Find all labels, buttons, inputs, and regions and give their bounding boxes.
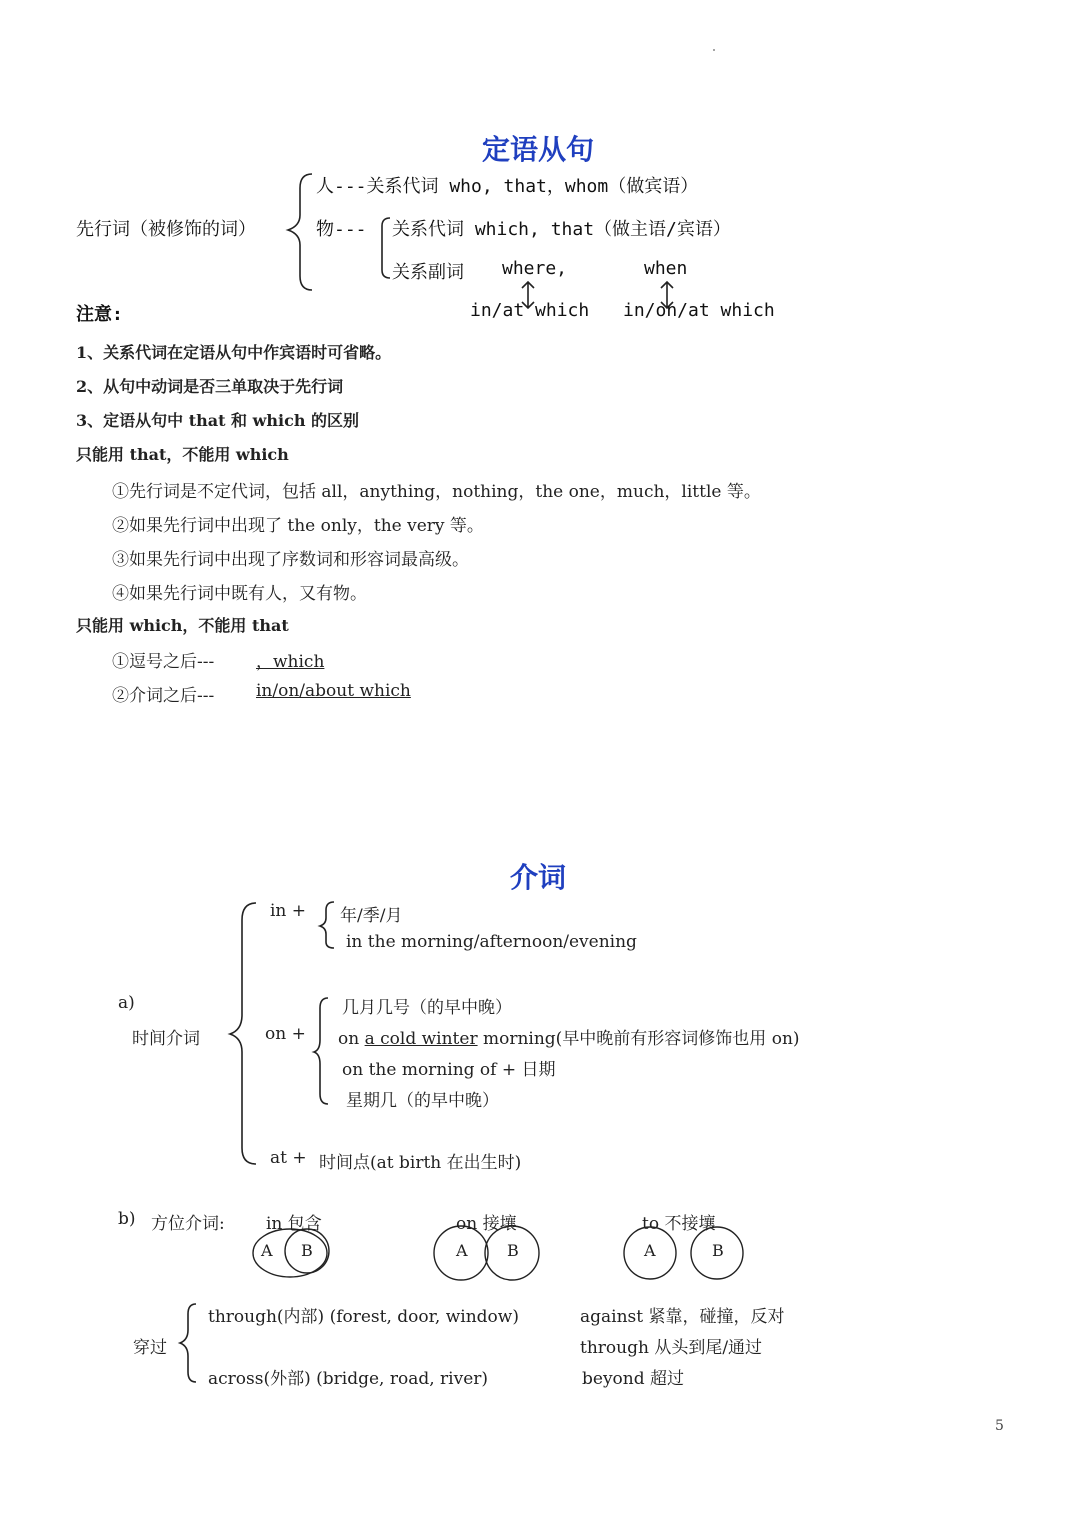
on-item-4: 星期几（的早中晚） (346, 1091, 499, 1111)
that-item-3: ③如果先行词中出现了序数词和形容词最高级。 (112, 550, 469, 570)
beyond-item: beyond 超过 (582, 1369, 685, 1389)
brace-on (314, 998, 328, 1104)
brace-thing (382, 218, 390, 278)
when-equivalent: in/on/at which (623, 300, 775, 321)
in-item-1: 年/季/月 (340, 906, 403, 926)
place-prep-label: 方位介词: (151, 1214, 225, 1234)
venn-in-b-label: B (301, 1241, 313, 1260)
that-item-2: ②如果先行词中出现了 the only，the very 等。 (112, 516, 484, 536)
on-item-3: on the morning of + 日期 (342, 1060, 556, 1080)
where-word: where, (502, 258, 568, 279)
through-inside: through(内部) (forest, door, window) (208, 1307, 519, 1327)
time-prep-label: 时间介词 (132, 1029, 200, 1049)
page-number: 5 (995, 1418, 1004, 1434)
in-contain-label: in 包含 (266, 1214, 322, 1234)
brace-time (230, 903, 256, 1164)
which-item-2-example: in/on/about which (256, 681, 411, 701)
which-item-1-example: ，which (256, 652, 325, 672)
when-word: when (644, 258, 688, 279)
rule-3: 3、定语从句中 that 和 which 的区别 (76, 411, 360, 430)
that-item-4: ④如果先行词中既有人，又有物。 (112, 584, 367, 604)
at-plus: at + (270, 1148, 307, 1168)
section2-title: 介词 (510, 861, 567, 894)
only-which-heading: 只能用 which，不能用 that (76, 616, 289, 635)
in-plus: in + (270, 901, 307, 921)
antecedent-label: 先行词（被修饰的词） (76, 219, 256, 240)
to-not-adjacent-label: to 不接壤 (642, 1214, 716, 1234)
that-item-1: ①先行词是不定代词，包括 all，anything，nothing，the one，much，little 等。 (112, 482, 761, 502)
venn-on-a-label: A (456, 1241, 468, 1260)
pronoun-line: 关系代词 which, that（做主语/宾语） (392, 219, 731, 240)
at-item-1: 时间点(at birth 在出生时) (319, 1153, 522, 1173)
thing-label: 物--- (316, 219, 367, 240)
venn-on-b-label: B (507, 1241, 519, 1260)
rule-2: 2、从句中动词是否三单取决于先行词 (76, 377, 344, 396)
brace-through (180, 1304, 196, 1382)
brace-antecedent (288, 174, 312, 290)
on-plus: on + (265, 1024, 306, 1044)
on-item-1: 几月几号（的早中晚） (342, 998, 512, 1018)
section1-title: 定语从句 (482, 133, 595, 166)
on-adjacent-label: on 接壤 (456, 1214, 517, 1234)
venn-to-a-label: A (644, 1241, 656, 1260)
venn-in-a-label: A (261, 1241, 273, 1260)
only-that-heading: 只能用 that，不能用 which (76, 445, 289, 464)
where-equivalent: in/at which (470, 300, 590, 321)
through-end-item: through 从头到尾/通过 (580, 1338, 763, 1358)
top-dot (713, 49, 715, 51)
across-outside: across(外部) (bridge, road, river) (208, 1369, 489, 1389)
brace-in (320, 902, 334, 948)
in-item-2: in the morning/afternoon/evening (346, 932, 637, 952)
person-line: 人---关系代词 who, that，whom（做宾语） (316, 176, 699, 197)
through-label: 穿过 (133, 1338, 167, 1358)
note-label: 注意: (76, 304, 123, 325)
on-item-2-underlined: a cold winter (364, 1029, 478, 1049)
venn-to-b-label: B (712, 1241, 724, 1260)
on-item-2: on a cold winter morning(早中晚前有形容词修饰也用 on) (338, 1029, 800, 1049)
which-item-1-label: ①逗号之后--- (112, 652, 215, 672)
label-a: a) (118, 993, 135, 1013)
label-b: b) (118, 1209, 136, 1229)
adverb-label: 关系副词 (392, 262, 464, 283)
rule-1: 1、关系代词在定语从句中作宾语时可省略。 (76, 343, 392, 362)
which-item-2-label: ②介词之后--- (112, 686, 215, 706)
against-item: against 紧靠，碰撞，反对 (580, 1307, 785, 1327)
